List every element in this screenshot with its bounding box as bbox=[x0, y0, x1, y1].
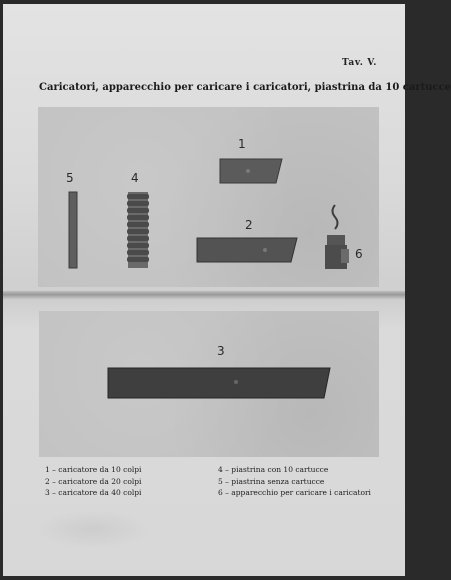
magazine-10-image bbox=[218, 157, 284, 185]
label-5: 5 bbox=[66, 171, 74, 185]
legend-item: 1 – caricatore da 10 colpi bbox=[45, 465, 142, 474]
photo-magazines bbox=[38, 107, 379, 287]
legend-item: 5 – piastrina senza cartucce bbox=[218, 476, 325, 486]
booklet bbox=[3, 4, 451, 576]
paper-smudge bbox=[33, 509, 153, 549]
show-through-text bbox=[88, 22, 318, 31]
label-6: 6 bbox=[355, 247, 363, 261]
label-2: 2 bbox=[245, 218, 253, 232]
clip-with-cartridges-image bbox=[126, 190, 150, 270]
legend-item: 6 – apparecchio per caricare i caricatori bbox=[218, 488, 371, 497]
photo-magazine-40 bbox=[39, 311, 379, 457]
empty-clip-image bbox=[67, 191, 79, 269]
legend-item: 4 – piastrina con 10 cartucce bbox=[218, 465, 329, 474]
legend-left-column bbox=[45, 464, 141, 499]
label-4: 4 bbox=[131, 171, 139, 185]
page-fold bbox=[3, 291, 405, 299]
legend-item: 2 – caricatore da 20 colpi bbox=[45, 476, 142, 486]
plate-label: Tav. V. bbox=[341, 58, 377, 68]
label-3: 3 bbox=[217, 344, 225, 358]
magazine-40-image bbox=[106, 366, 332, 400]
plate-title: Caricatori, apparecchio per caricare i caricatori, piastrina da 10 cartucce bbox=[39, 82, 451, 93]
magazine-20-image bbox=[195, 236, 299, 264]
legend-right-column bbox=[218, 464, 371, 499]
label-1: 1 bbox=[238, 137, 246, 151]
legend-item: 3 – caricatore da 40 colpi bbox=[45, 488, 142, 497]
loader-device-image bbox=[321, 203, 351, 271]
